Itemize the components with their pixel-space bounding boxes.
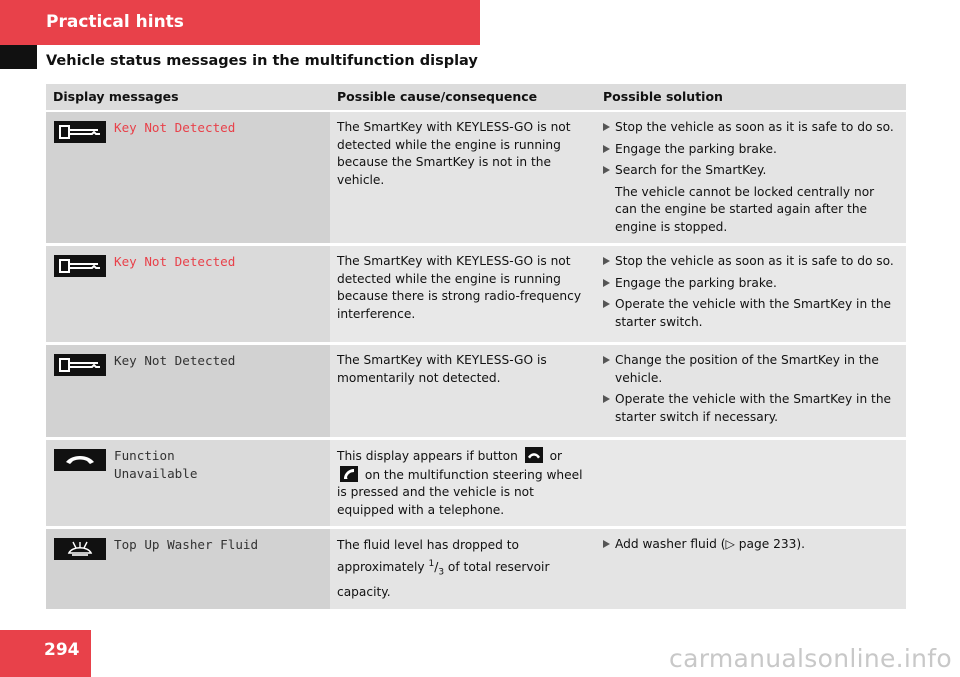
- icon-cell: [46, 112, 110, 246]
- list-item: Operate the vehicle with the SmartKey in the starter switch if necessary.: [603, 391, 899, 426]
- list-item: Stop the vehicle as soon as it is safe to do so.: [603, 253, 899, 271]
- message-text: Key Not Detected: [114, 120, 236, 135]
- phone-hang-up-icon: [54, 449, 106, 471]
- washer-fluid-icon: [54, 538, 106, 560]
- fraction-numerator: 1: [428, 559, 435, 569]
- message-text: Top Up Washer Fluid: [114, 537, 259, 552]
- table-row: [46, 112, 906, 246]
- cause-cell: The SmartKey with KEYLESS-GO is not detected while the engine is running because there is strong radio-frequency interference.: [330, 246, 596, 345]
- icon-cell: [46, 246, 110, 345]
- col-possible-cause: Possible cause/consequence: [330, 84, 596, 112]
- display-message: [110, 345, 330, 440]
- list-item: Operate the vehicle with the SmartKey in the starter switch.: [603, 296, 899, 331]
- display-message: [110, 440, 330, 529]
- cause-cell: The fluid level has dropped to approximately $^1/_3$ of total reservoir capacity.: [330, 529, 596, 612]
- key-icon: [54, 255, 106, 277]
- cause-cell: The SmartKey with KEYLESS-GO is momentarily not detected.: [330, 345, 596, 440]
- key-icon: [54, 121, 106, 143]
- phone-pick-up-icon: [340, 466, 358, 482]
- cause-cell: The SmartKey with KEYLESS-GO is not detected while the engine is running because the SmartKey is not in the vehicle.: [330, 112, 596, 246]
- solution-cell: [596, 246, 906, 345]
- icon-cell: [46, 440, 110, 529]
- cause-text: of total reservoir capacity.: [337, 560, 550, 599]
- col-display-messages: Display messages: [46, 84, 330, 112]
- icon-cell: [46, 529, 110, 612]
- display-message: [110, 246, 330, 345]
- solution-text: Add washer fluid (: [615, 537, 726, 551]
- table-row: [46, 345, 906, 440]
- cause-text: or: [549, 449, 563, 463]
- table-row: [46, 246, 906, 345]
- page-number: 294: [44, 640, 80, 660]
- message-text: Key Not Detected: [114, 254, 236, 269]
- display-message: [110, 529, 330, 612]
- cause-text: on the multifunction steering wheel is pressed and the vehicle is not equipped with a telephone.: [337, 467, 583, 517]
- list-item: Stop the vehicle as soon as it is safe to do so.: [603, 119, 899, 137]
- section-title: Vehicle status messages in the multifunction display: [46, 53, 478, 69]
- cause-text: The fluid level has dropped to approximately: [337, 538, 519, 575]
- list-item: Search for the SmartKey.: [603, 162, 899, 180]
- page-reference-link[interactable]: ▷ page 233: [725, 537, 797, 551]
- solution-text: ).: [796, 537, 805, 551]
- list-item: Engage the parking brake.: [603, 141, 899, 159]
- table-header-row: [46, 84, 906, 112]
- list-item: Engage the parking brake.: [603, 275, 899, 293]
- cause-cell: [330, 440, 596, 529]
- chapter-title: Practical hints: [46, 12, 184, 32]
- solution-cell: [596, 112, 906, 246]
- fraction-denominator: 3: [438, 567, 445, 578]
- table-row: [46, 529, 906, 612]
- solution-cell: [596, 345, 906, 440]
- solution-cell: [596, 440, 906, 529]
- message-line: Function: [114, 448, 175, 463]
- watermark: carmanualsonline.info: [669, 644, 952, 673]
- message-text: Key Not Detected: [114, 353, 236, 368]
- section-marker: [0, 45, 37, 69]
- cause-text: This display appears if button: [337, 449, 518, 463]
- list-item: Change the position of the SmartKey in the vehicle.: [603, 352, 899, 387]
- list-item: [603, 536, 899, 554]
- chapter-header: [0, 0, 480, 45]
- status-messages-table: [46, 84, 906, 612]
- message-line: Unavailable: [114, 466, 198, 481]
- key-icon: [54, 354, 106, 376]
- table-row: [46, 440, 906, 529]
- solution-note: The vehicle cannot be locked centrally nor can the engine be started again after the engine is stopped.: [615, 184, 875, 234]
- col-possible-solution: Possible solution: [596, 84, 906, 112]
- display-message: [110, 112, 330, 246]
- phone-hang-up-icon: [525, 447, 543, 463]
- page-number-badge: [0, 630, 91, 677]
- icon-cell: [46, 345, 110, 440]
- solution-cell: [596, 529, 906, 612]
